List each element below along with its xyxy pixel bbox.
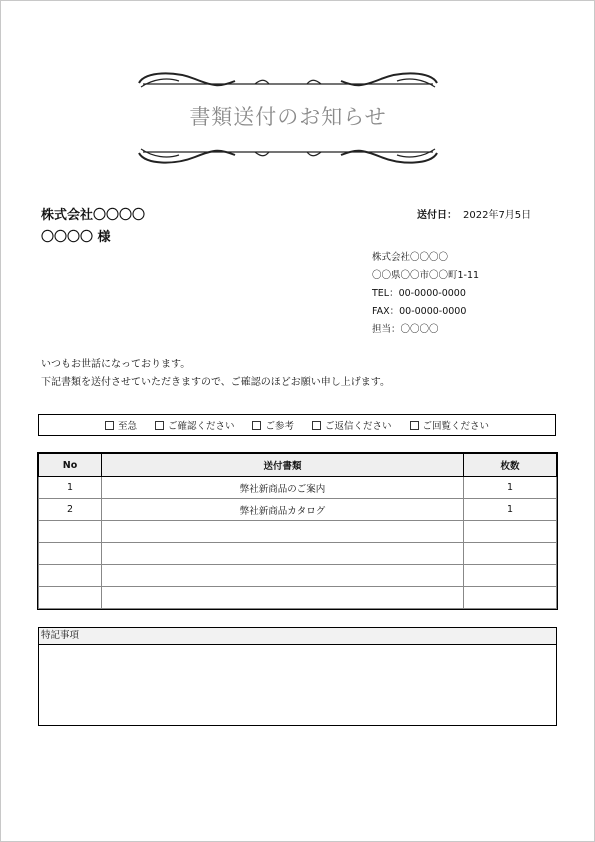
sender-contact: 担当：〇〇〇〇	[372, 324, 439, 335]
sender-tel: TEL：00-0000-0000	[372, 288, 466, 299]
checkbox-icon[interactable]	[155, 421, 164, 430]
recipient-company: 株式会社〇〇〇〇	[41, 208, 146, 223]
greeting	[41, 356, 390, 392]
purpose-checklist	[38, 414, 556, 436]
table-row	[39, 499, 557, 521]
send-date-value: 2022年7月5日	[463, 210, 532, 221]
cell-document[interactable]	[102, 565, 464, 587]
table-row	[39, 477, 557, 499]
table-row	[39, 521, 557, 543]
send-date-label: 送付日：	[417, 210, 457, 221]
header-no: No	[39, 454, 102, 477]
sender-address: 〇〇県〇〇市〇〇町1-11	[372, 270, 480, 281]
cell-no[interactable]	[39, 565, 102, 587]
cell-no[interactable]	[39, 587, 102, 609]
table-row	[39, 543, 557, 565]
header-count: 枚数	[464, 454, 557, 477]
greeting-line-2: 下記書類を送付させていただきますので、ご確認のほどお願い申し上げます。	[41, 377, 390, 388]
purpose-please-confirm[interactable]: ご確認ください	[155, 418, 235, 432]
send-date	[417, 206, 531, 221]
purpose-please-reply[interactable]: ご返信ください	[312, 418, 392, 432]
purpose-please-circulate[interactable]: ご回覧ください	[410, 418, 490, 432]
header-document: 送付書類	[102, 454, 464, 477]
cell-count[interactable]	[464, 543, 557, 565]
table-row	[39, 565, 557, 587]
cell-document[interactable]	[102, 543, 464, 565]
cell-count[interactable]: 1	[464, 477, 557, 499]
cell-count[interactable]	[464, 565, 557, 587]
recipient-person: 〇〇〇〇 様	[41, 230, 111, 245]
cell-document[interactable]: 弊社新商品のご案内	[102, 477, 464, 499]
cell-no[interactable]: 1	[39, 477, 102, 499]
table-row	[39, 587, 557, 609]
sender-fax: FAX：00-0000-0000	[372, 306, 467, 317]
sender-company: 株式会社〇〇〇〇	[372, 252, 449, 263]
checkbox-icon[interactable]	[312, 421, 321, 430]
greeting-line-1: いつもお世話になっております。	[41, 359, 191, 370]
cell-document[interactable]	[102, 587, 464, 609]
purpose-urgent[interactable]: 至急	[105, 418, 137, 432]
checkbox-icon[interactable]	[410, 421, 419, 430]
checkbox-icon[interactable]	[252, 421, 261, 430]
cell-no[interactable]: 2	[39, 499, 102, 521]
notes-label: 特記事項	[39, 628, 556, 645]
cell-count[interactable]: 1	[464, 499, 557, 521]
document-title: 書類送付のお知らせ	[189, 105, 387, 129]
cell-count[interactable]	[464, 521, 557, 543]
cell-document[interactable]	[102, 521, 464, 543]
table-header-row	[39, 454, 557, 477]
cell-no[interactable]	[39, 521, 102, 543]
notes-section	[38, 627, 557, 726]
cell-document[interactable]: 弊社新商品カタログ	[102, 499, 464, 521]
documents-table	[38, 453, 557, 609]
checkbox-icon[interactable]	[105, 421, 114, 430]
cell-count[interactable]	[464, 587, 557, 609]
purpose-reference[interactable]: ご参考	[252, 418, 294, 432]
sender-info	[372, 249, 479, 339]
cell-no[interactable]	[39, 543, 102, 565]
notes-content[interactable]	[39, 645, 556, 723]
